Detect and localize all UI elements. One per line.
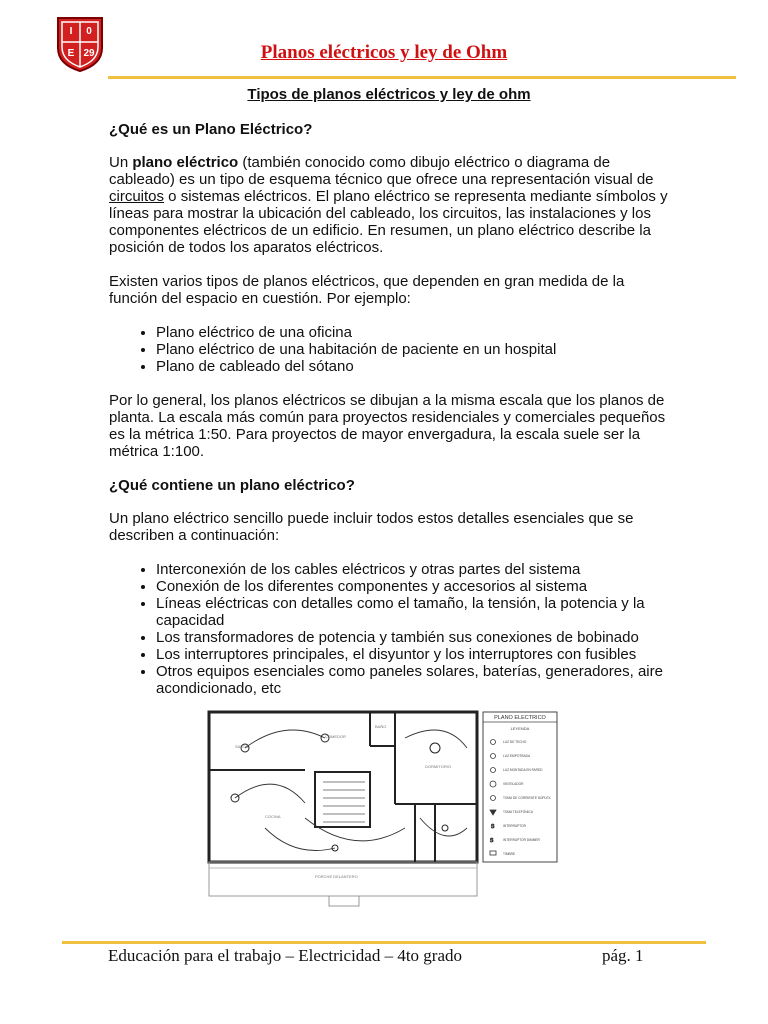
legend-item: LUZ EMPOTRADA [503, 754, 531, 758]
room-label: SALÓN [235, 744, 249, 749]
svg-text:I: I [69, 26, 73, 37]
svg-text:29: 29 [83, 48, 95, 59]
section1-heading: ¿Qué es un Plano Eléctrico? [109, 121, 313, 138]
list-item: • Plano eléctrico de una oficina [156, 324, 669, 341]
section1-bullet-list [109, 324, 669, 375]
plan-title: PLANO ELECTRICO [494, 715, 546, 721]
room-label: COMEDOR [325, 734, 346, 739]
legend-item: VENTILADOR [503, 782, 524, 786]
list-item: • Otros equipos esenciales como paneles solares, baterías, generadores, aire acondicionado, etc [156, 663, 669, 697]
section1-paragraph2: Existen varios tipos de planos eléctricos, que dependen en gran medida de la función del espacio en cuestión. Por ejemplo: [109, 273, 625, 307]
legend-item: INTERRUPTOR DIMMER [503, 838, 540, 842]
list-item: • Plano eléctrico de una habitación de paciente en un hospital [156, 341, 669, 358]
header-title: Planos eléctricos y ley de Ohm [260, 42, 508, 63]
document-title: Tipos de planos eléctricos y ley de ohm [247, 86, 531, 103]
room-label: DORMITORIO [425, 764, 451, 769]
section2-bullet-list [109, 561, 669, 697]
circuitos-link[interactable]: circuitos [109, 188, 165, 205]
legend-item: TIMBRE [503, 852, 516, 856]
p1-bold-term: plano eléctrico [132, 154, 239, 171]
section2-paragraph1: Un plano eléctrico sencillo puede incluir todos estos detalles esenciales que se describen a continuación: [109, 510, 634, 544]
document-body [109, 86, 669, 714]
page-number: pág. 1 [602, 946, 644, 965]
legend-title: LEYENDA [510, 726, 530, 731]
list-item: • Conexión de los diferentes componentes y accesorios al sistema [156, 578, 669, 595]
legend-item: INTERRUPTOR [503, 824, 526, 828]
list-item: • Plano de cableado del sótano [156, 358, 669, 375]
legend-item: LUZ MONTADA EN PARED [503, 768, 543, 772]
list-item: • Los interruptores principales, el disyuntor y los interruptores con fusibles [156, 646, 669, 663]
footer-text: Educación para el trabajo – Electricidad – 4to grado [108, 946, 463, 965]
room-label: PORCHE DELANTERO [315, 874, 358, 879]
p1-rest: o sistemas eléctricos. El plano eléctrico se representa mediante símbolos y líneas para mostrar la ubicación del cableado, los circuitos, las instalaciones y los componentes eléctricos de un edificio. En resumen, un plano eléctrico describe la posición de todos los aparatos eléctricos. [109, 188, 668, 256]
switch-icon: S [491, 824, 495, 830]
page-footer [108, 946, 668, 966]
svg-text:0: 0 [86, 26, 92, 37]
section2-heading: ¿Qué contiene un plano eléctrico? [109, 477, 355, 494]
legend-item: TOMA TELEFÓNICA [503, 810, 533, 814]
electrical-floor-plan-figure [205, 708, 561, 910]
legend-item: TOMA DE CORRIENTE DÚPLEX [503, 796, 551, 800]
footer-divider [62, 941, 706, 944]
room-label: COCINA [265, 814, 281, 819]
list-item: • Los transformadores de potencia y también sus conexiones de bobinado [156, 629, 669, 646]
header-divider [108, 76, 736, 79]
p1-lead: Un [109, 154, 133, 171]
p1-mid: (también conocido como dibujo eléctrico o diagrama de cableado) es un tipo de esquema técnico que ofrece una representación visual de [109, 154, 654, 188]
room-label: BAÑO [375, 724, 387, 729]
section1-paragraph1 [109, 154, 669, 256]
list-item: • Líneas eléctricas con detalles como el tamaño, la tensión, la potencia y la capacidad [156, 595, 669, 629]
section1-paragraph3: Por lo general, los planos eléctricos se dibujan a la misma escala que los planos de planta. La escala más común para proyectos residenciales y comerciales pequeños es la métrica 1:50. Para proyectos de mayor envergadura, la escala suele ser la métrica 1:100. [109, 392, 666, 460]
dimmer-icon: S [490, 838, 494, 844]
legend-item: LUZ DE TECHO [503, 740, 527, 744]
list-item: • Interconexión de los cables eléctricos y otras partes del sistema [156, 561, 669, 578]
svg-text:E: E [67, 48, 75, 59]
